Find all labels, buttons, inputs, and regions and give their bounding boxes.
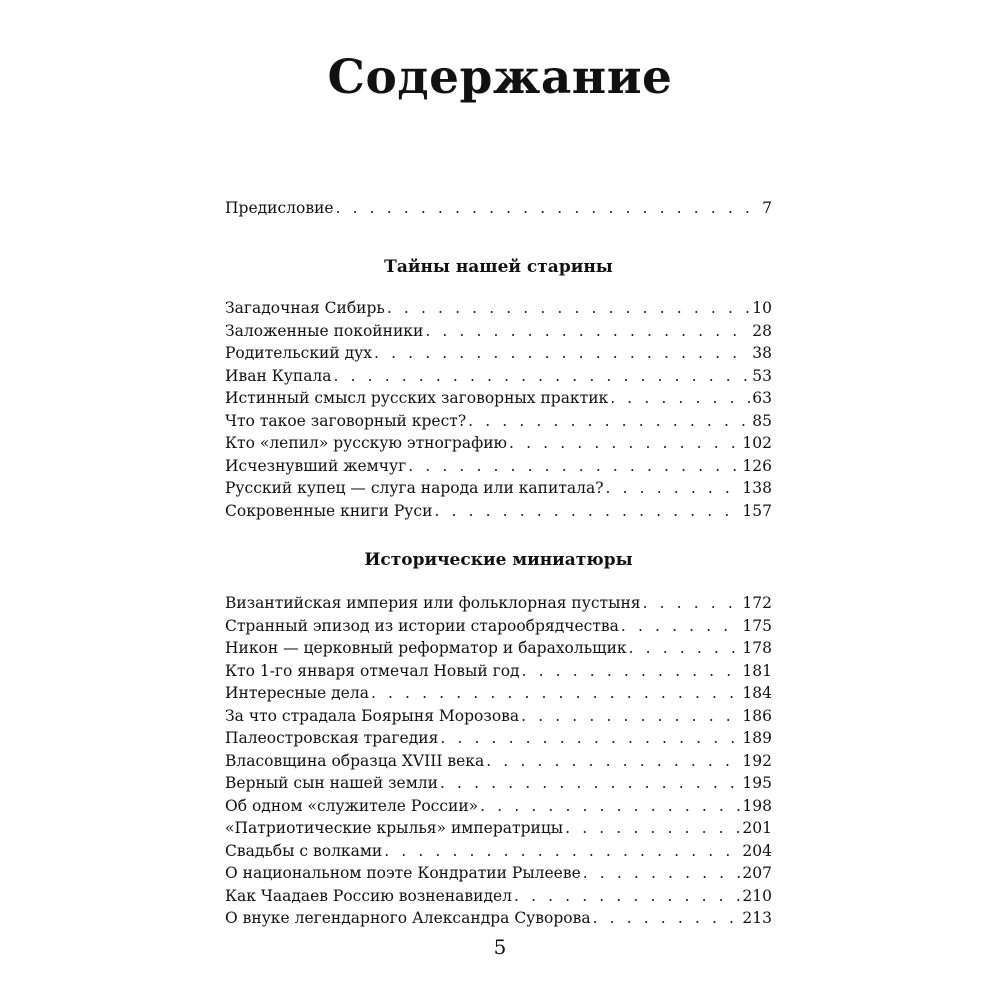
toc-leader-dots (480, 795, 740, 817)
toc-entry-page: 186 (742, 706, 772, 725)
toc-entry-page: 85 (752, 411, 772, 430)
toc-entry-page: 7 (762, 199, 772, 217)
toc-leader-dots (440, 772, 740, 794)
toc-leader-dots (629, 637, 741, 659)
page-title: Содержание (327, 50, 673, 105)
toc-entry-page: 138 (742, 479, 772, 497)
toc-entry-title: Власовщина образца XVIII века (225, 751, 485, 770)
toc-entry-title: Кто 1-го января отмечал Новый год (225, 661, 520, 680)
toc-entry-title: Русский купец — слуга народа или капитала? (225, 479, 604, 497)
toc-entry-title: Об одном «служителе России» (225, 796, 479, 815)
toc-entry-title: Что такое заговорный крест? (225, 411, 467, 430)
toc-entry-page: 184 (742, 684, 772, 702)
toc-entry (225, 320, 772, 342)
toc-entry-page: 198 (742, 796, 772, 815)
toc-leader-dots (334, 365, 751, 387)
toc-entry (225, 432, 772, 454)
toc-entry-title: Византийская империя или фольклорная пустыня (225, 594, 641, 612)
toc-entry-title: За что страдала Боярыня Морозова (225, 706, 520, 725)
toc-leader-dots (384, 840, 740, 862)
toc-leader-dots (514, 885, 740, 907)
toc-entry (225, 817, 772, 839)
toc-entry (225, 795, 772, 817)
toc-entry-title: Предисловие (225, 199, 334, 217)
toc-entry-title: Свадьбы с волками (225, 841, 383, 860)
toc-entry (225, 387, 772, 409)
toc-entry-title: Заложенные покойники (225, 321, 424, 340)
toc-entry-page: 192 (742, 751, 772, 770)
toc-entry-page: 207 (742, 864, 772, 882)
toc-entry-page: 28 (752, 321, 772, 340)
toc-entry-title: Истинный смысл русских заговорных практик (225, 389, 609, 407)
toc-entry (225, 365, 772, 387)
toc-leader-dots (486, 750, 740, 772)
toc-leader-dots (336, 197, 761, 219)
toc-entry (225, 297, 772, 319)
toc-leader-dots (509, 432, 740, 454)
toc-entry-title: Странный эпизод из истории старообрядчества (225, 616, 619, 635)
toc-entry-page: 10 (752, 299, 772, 317)
toc-entry (225, 727, 772, 749)
toc-entry (225, 862, 772, 884)
section-heading-2: Исторические миниатюры (364, 550, 633, 570)
toc-entry (225, 772, 772, 794)
toc-entry (225, 750, 772, 772)
toc-entry (225, 907, 772, 929)
toc-leader-dots (408, 455, 740, 477)
toc-entry-page: 38 (752, 344, 772, 362)
toc-entry-title: Никон — церковный реформатор и барахольщик (225, 639, 627, 657)
toc-entry (225, 342, 772, 364)
toc-leader-dots (468, 410, 750, 432)
toc-leader-dots (521, 705, 740, 727)
toc-entry-page: 210 (742, 886, 772, 905)
toc-leader-dots (371, 682, 740, 704)
toc-entry-title: Родительский дух (225, 344, 373, 362)
toc-entry-page: 195 (742, 774, 772, 792)
toc-leader-dots (593, 907, 741, 929)
toc-entry (225, 840, 772, 862)
toc-entry (225, 477, 772, 499)
toc-leader-dots (565, 817, 740, 839)
toc-entry (225, 615, 772, 637)
toc-entry (225, 410, 772, 432)
toc-leader-dots (374, 342, 750, 364)
toc-entry (225, 660, 772, 682)
toc-entry-title: Сокровенные книги Руси (225, 501, 433, 520)
toc-entry-title: Верный сын нашей земли (225, 774, 438, 792)
toc-entry-title: Исчезнувший жемчуг (225, 456, 407, 475)
toc-entry-title: Кто «лепил» русскую этнографию (225, 434, 508, 452)
toc-entry-page: 157 (742, 501, 772, 520)
toc-entry (225, 455, 772, 477)
toc-leader-dots (583, 862, 741, 884)
toc-entry-page: 102 (742, 434, 772, 452)
toc-entry (225, 500, 772, 522)
toc-leader-dots (621, 615, 741, 637)
section-heading-1: Тайны нашей старины (384, 257, 613, 277)
toc-entry (225, 885, 772, 907)
toc-entry-page: 181 (742, 661, 772, 680)
toc-entry-page: 172 (742, 594, 772, 612)
toc-entry-page: 53 (752, 366, 772, 385)
toc-entry-page: 204 (742, 841, 772, 860)
toc-entry-title: Интересные дела (225, 684, 369, 702)
page-number: 5 (493, 935, 507, 959)
toc-entry (225, 637, 772, 659)
toc-entry-page: 63 (752, 389, 772, 407)
toc-entry-page: 126 (742, 456, 772, 475)
toc-entry (225, 592, 772, 614)
toc-entry (225, 705, 772, 727)
toc-entry-page: 175 (742, 616, 772, 635)
toc-leader-dots (643, 592, 741, 614)
toc-entry-title: О внуке легендарного Александра Суворова (225, 909, 591, 927)
toc-entry-title: О национальном поэте Кондратии Рылееве (225, 864, 581, 882)
toc-entry-title: Как Чаадаев Россию возненавидел (225, 886, 513, 905)
toc-entry-page: 213 (742, 909, 772, 927)
toc-entry-preface (225, 197, 772, 219)
toc-leader-dots (606, 477, 741, 499)
toc-entry-title: Иван Купала (225, 366, 332, 385)
toc-leader-dots (434, 500, 740, 522)
toc-entry-page: 189 (742, 729, 772, 747)
toc-entry-page: 178 (742, 639, 772, 657)
toc-entry-title: «Патриотические крылья» императрицы (225, 819, 564, 837)
toc-leader-dots (387, 297, 750, 319)
toc-entry (225, 682, 772, 704)
toc-leader-dots (610, 387, 750, 409)
toc-leader-dots (440, 727, 740, 749)
toc-entry-title: Загадочная Сибирь (225, 299, 385, 317)
toc-leader-dots (425, 320, 750, 342)
toc-leader-dots (522, 660, 741, 682)
toc-entry-title: Палеостровская трагедия (225, 729, 439, 747)
toc-entry-page: 201 (742, 819, 772, 837)
